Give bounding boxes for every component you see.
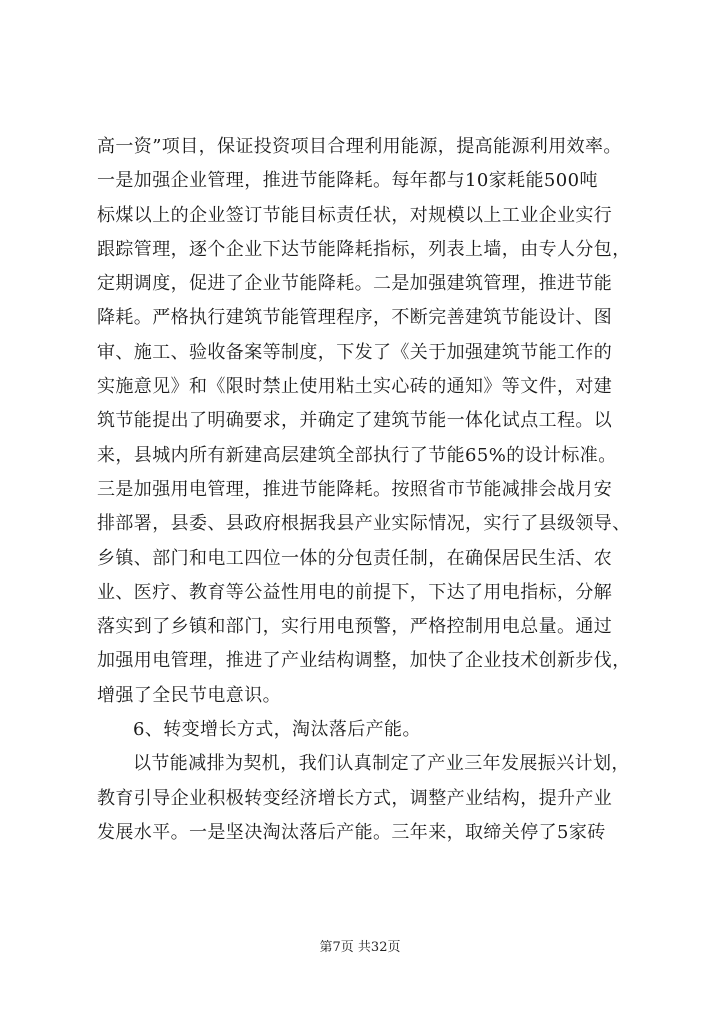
text-line: 降耗。严格执行建筑节能管理程序，不断完善建筑节能设计、图 — [97, 307, 613, 329]
text-line: 定期调度，促进了企业节能降耗。二是加强建筑管理，推进节能 — [97, 273, 613, 295]
text-line: 来，县城内所有新建高层建筑全部执行了节能65%的设计标准。 — [97, 444, 617, 466]
text-line: 实施意见》和《限时禁止使用粘土实心砖的通知》等文件，对建 — [97, 376, 613, 398]
text-line: 以节能减排为契机，我们认真制定了产业三年发展振兴计划， — [133, 753, 630, 775]
text-line: 增强了全民节电意识。 — [97, 684, 281, 706]
text-line: 一是加强企业管理，推进节能降耗。每年都与10家耗能500吨 — [97, 170, 598, 192]
text-line: 加强用电管理，推进了产业结构调整，加快了企业技术创新步伐， — [97, 650, 631, 672]
text-line: 乡镇、部门和电工四位一体的分包责任制，在确保居民生活、农 — [97, 547, 613, 569]
text-line: 落实到了乡镇和部门，实行用电预警，严格控制用电总量。通过 — [97, 616, 613, 638]
text-line: 发展水平。一是坚决淘汰落后产能。三年来，取缔关停了5家砖 — [97, 821, 606, 843]
text-line: 标煤以上的企业签订节能目标责任状，对规模以上工业企业实行 — [97, 204, 613, 226]
page-footer: 第7页 共32页 — [319, 940, 401, 955]
body-text — [97, 130, 643, 850]
section-heading: 6、转变增长方式，淘汰落后产能。 — [133, 719, 421, 741]
text-line: 教育引导企业积极转变经济增长方式，调整产业结构，提升产业 — [97, 787, 613, 809]
text-line: 三是加强用电管理，推进节能降耗。按照省市节能减排会战月安 — [97, 478, 613, 500]
text-line: 排部署，县委、县政府根据我县产业实际情况，实行了县级领导、 — [97, 513, 631, 535]
text-line: 跟踪管理，逐个企业下达节能降耗指标，列表上墙，由专人分包， — [97, 238, 631, 260]
text-line: 业、医疗、教育等公益性用电的前提下，下达了用电指标，分解 — [97, 581, 613, 603]
text-line: 审、施工、验收备案等制度，下发了《关于加强建筑节能工作的 — [97, 341, 613, 363]
text-line: 高一资”项目，保证投资项目合理利用能源，提高能源利用效率。 — [97, 136, 622, 157]
text-line: 筑节能提出了明确要求，并确定了建筑节能一体化试点工程。以 — [97, 410, 613, 432]
